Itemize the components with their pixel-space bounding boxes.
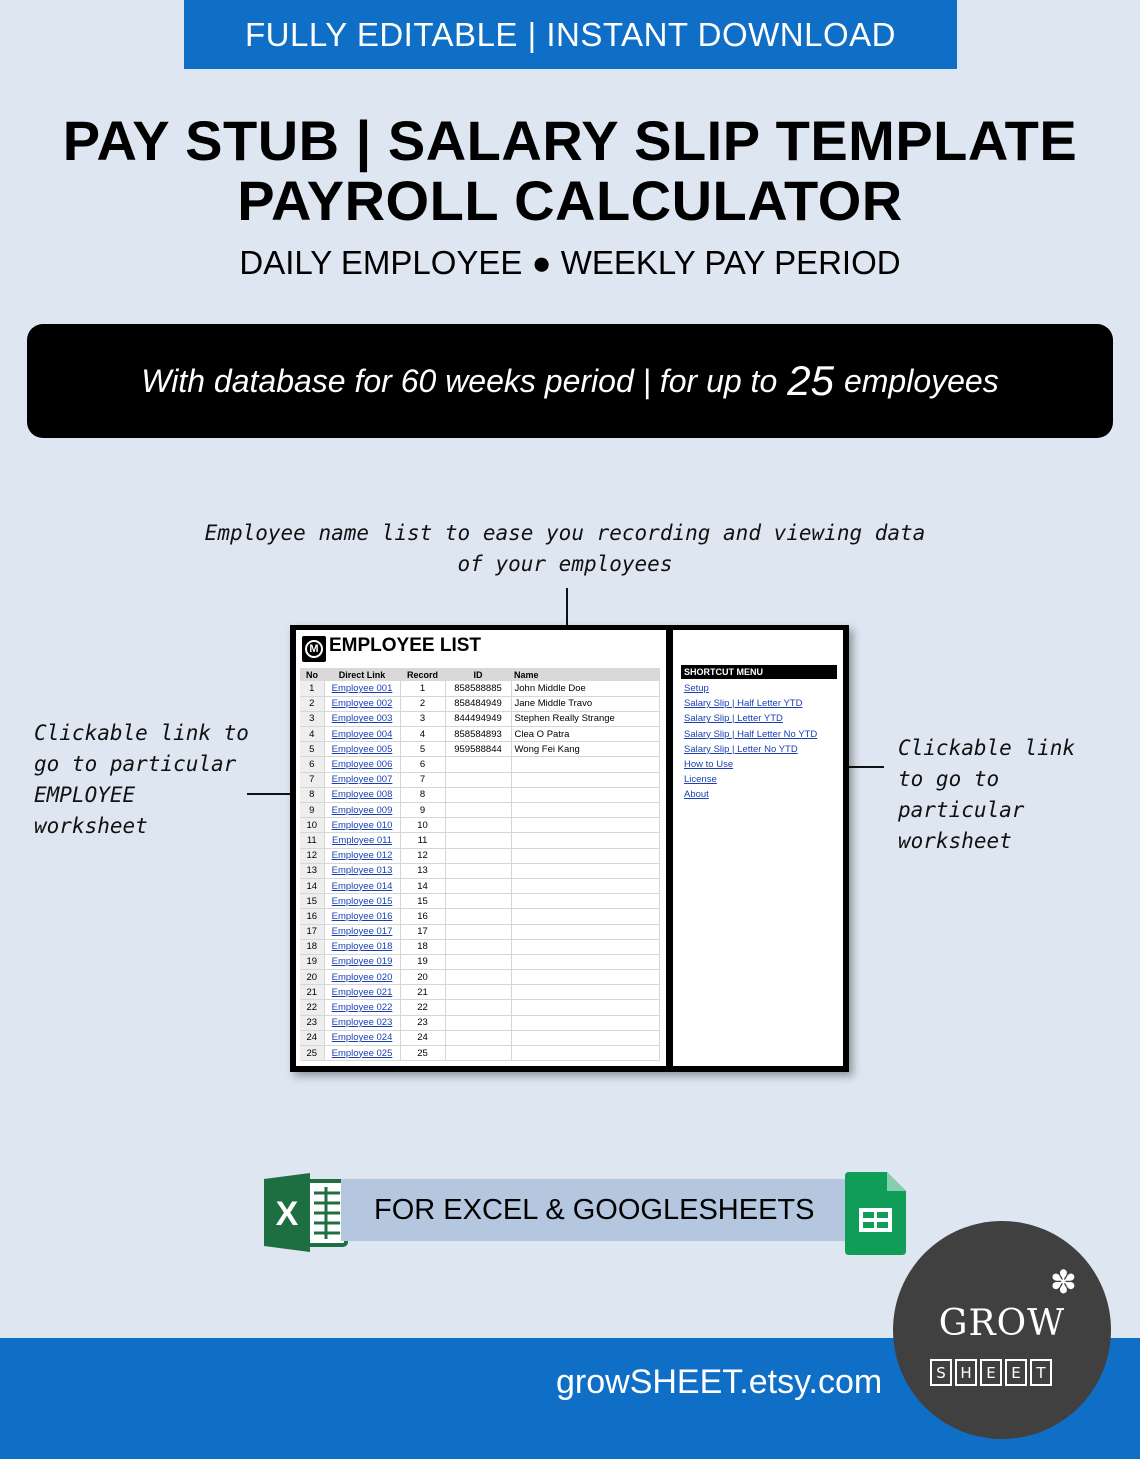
table-row bbox=[300, 970, 660, 985]
cell-no: 8 bbox=[300, 787, 324, 802]
cell-no: 17 bbox=[300, 924, 324, 939]
table-row bbox=[300, 924, 660, 939]
annotation-left-line: worksheet bbox=[34, 814, 148, 838]
shortcut-menu-link[interactable]: How to Use bbox=[684, 758, 734, 770]
logo-sheet-letter: E bbox=[980, 1359, 1002, 1386]
excel-icon-letter: X bbox=[275, 1195, 299, 1233]
employee-link[interactable]: Employee 014 bbox=[324, 878, 400, 893]
table-row bbox=[300, 939, 660, 954]
cell-name bbox=[511, 818, 660, 833]
employee-link[interactable]: Employee 004 bbox=[324, 727, 400, 742]
shortcut-menu-panel bbox=[673, 630, 843, 1066]
cell-record: 25 bbox=[400, 1046, 445, 1061]
database-prefix: With database for 60 weeks period | for up to bbox=[141, 362, 778, 399]
cell-record: 8 bbox=[400, 787, 445, 802]
cell-no: 11 bbox=[300, 833, 324, 848]
cell-id bbox=[445, 970, 511, 985]
cell-record: 7 bbox=[400, 772, 445, 787]
cell-record: 11 bbox=[400, 833, 445, 848]
shortcut-menu-link[interactable]: Salary Slip | Half Letter No YTD bbox=[684, 728, 818, 740]
logo-grow-text: GROW bbox=[938, 1303, 1066, 1344]
cell-name: Wong Fei Kang bbox=[511, 742, 660, 757]
annotation-left-line: EMPLOYEE bbox=[34, 783, 136, 807]
sheet-logo-letter: M bbox=[305, 640, 323, 658]
employee-link[interactable]: Employee 011 bbox=[324, 833, 400, 848]
annotation-left bbox=[34, 718, 274, 842]
cell-no: 14 bbox=[300, 878, 324, 893]
cell-no: 15 bbox=[300, 894, 324, 909]
cell-id bbox=[445, 1046, 511, 1061]
cell-name bbox=[511, 878, 660, 893]
cell-name: John Middle Doe bbox=[511, 681, 660, 696]
cell-id bbox=[445, 818, 511, 833]
shortcut-menu-link[interactable]: About bbox=[684, 789, 709, 801]
employee-link[interactable]: Employee 005 bbox=[324, 742, 400, 757]
employee-link[interactable]: Employee 008 bbox=[324, 787, 400, 802]
cell-no: 20 bbox=[300, 970, 324, 985]
cell-no: 22 bbox=[300, 1000, 324, 1015]
cell-record: 13 bbox=[400, 863, 445, 878]
excel-icon bbox=[264, 1173, 348, 1252]
column-header-link: Direct Link bbox=[324, 668, 400, 681]
cell-record: 20 bbox=[400, 970, 445, 985]
cell-id bbox=[445, 1030, 511, 1045]
cell-name bbox=[511, 757, 660, 772]
cell-id bbox=[445, 848, 511, 863]
employee-link[interactable]: Employee 024 bbox=[324, 1030, 400, 1045]
cell-name bbox=[511, 833, 660, 848]
cell-name: Stephen Really Strange bbox=[511, 711, 660, 726]
shortcut-menu-link[interactable]: Salary Slip | Letter YTD bbox=[684, 713, 783, 725]
cell-record: 15 bbox=[400, 894, 445, 909]
cell-id bbox=[445, 1000, 511, 1015]
cell-no: 3 bbox=[300, 711, 324, 726]
employee-link[interactable]: Employee 013 bbox=[324, 863, 400, 878]
cell-name bbox=[511, 1015, 660, 1030]
cell-id: 858588885 bbox=[445, 681, 511, 696]
annotation-top bbox=[150, 518, 980, 580]
table-row bbox=[300, 863, 660, 878]
cell-name bbox=[511, 863, 660, 878]
spreadsheet-screenshot bbox=[290, 625, 849, 1072]
cell-record: 14 bbox=[400, 878, 445, 893]
cell-id: 858584893 bbox=[445, 727, 511, 742]
table-row bbox=[300, 757, 660, 772]
cell-name bbox=[511, 985, 660, 1000]
cell-record: 22 bbox=[400, 1000, 445, 1015]
table-header-row bbox=[300, 668, 660, 681]
cell-record: 10 bbox=[400, 818, 445, 833]
annotation-right-line: to go to bbox=[898, 767, 1000, 791]
platform-pill: FOR EXCEL & GOOGLESHEETS bbox=[341, 1179, 851, 1241]
table-row bbox=[300, 772, 660, 787]
database-suffix: employees bbox=[843, 362, 999, 399]
database-number: 25 bbox=[787, 357, 834, 404]
cell-no: 2 bbox=[300, 696, 324, 711]
cell-record: 3 bbox=[400, 711, 445, 726]
cell-record: 21 bbox=[400, 985, 445, 1000]
cell-id bbox=[445, 803, 511, 818]
annotation-left-line: Clickable link to bbox=[34, 721, 249, 745]
cell-no: 25 bbox=[300, 1046, 324, 1061]
column-header-name: Name bbox=[511, 668, 660, 681]
annotation-right-line: worksheet bbox=[898, 829, 1012, 853]
employee-link[interactable]: Employee 016 bbox=[324, 909, 400, 924]
cell-no: 6 bbox=[300, 757, 324, 772]
cell-no: 19 bbox=[300, 954, 324, 969]
shortcut-menu-list bbox=[684, 681, 817, 803]
table-row bbox=[300, 803, 660, 818]
cell-no: 13 bbox=[300, 863, 324, 878]
cell-no: 4 bbox=[300, 727, 324, 742]
table-row bbox=[300, 985, 660, 1000]
cell-id: 844494949 bbox=[445, 711, 511, 726]
cell-record: 4 bbox=[400, 727, 445, 742]
cell-record: 1 bbox=[400, 681, 445, 696]
top-banner: FULLY EDITABLE | INSTANT DOWNLOAD bbox=[184, 0, 957, 69]
employee-link[interactable]: Employee 018 bbox=[324, 939, 400, 954]
cell-record: 23 bbox=[400, 1015, 445, 1030]
employee-link[interactable]: Employee 025 bbox=[324, 1046, 400, 1061]
employee-link[interactable]: Employee 021 bbox=[324, 985, 400, 1000]
cell-id bbox=[445, 863, 511, 878]
employee-list-panel bbox=[296, 630, 666, 1066]
table-row bbox=[300, 711, 660, 726]
page-title-line2: PAYROLL CALCULATOR bbox=[237, 169, 903, 232]
cell-name: Clea O Patra bbox=[511, 727, 660, 742]
logo-sheet-letter: E bbox=[1005, 1359, 1027, 1386]
cell-record: 2 bbox=[400, 696, 445, 711]
column-header-no: No bbox=[300, 668, 324, 681]
cell-name bbox=[511, 970, 660, 985]
cell-no: 23 bbox=[300, 1015, 324, 1030]
table-row bbox=[300, 1000, 660, 1015]
table-row bbox=[300, 1046, 660, 1061]
cell-id bbox=[445, 757, 511, 772]
cell-record: 12 bbox=[400, 848, 445, 863]
employee-link[interactable]: Employee 009 bbox=[324, 803, 400, 818]
cell-id bbox=[445, 1015, 511, 1030]
table-row bbox=[300, 1015, 660, 1030]
logo-sheet-letter: H bbox=[955, 1359, 977, 1386]
employee-link[interactable]: Employee 001 bbox=[324, 681, 400, 696]
cell-id bbox=[445, 787, 511, 802]
column-header-record: Record bbox=[400, 668, 445, 681]
cell-no: 9 bbox=[300, 803, 324, 818]
cell-record: 19 bbox=[400, 954, 445, 969]
shortcut-menu-link[interactable]: License bbox=[684, 774, 717, 786]
cell-id bbox=[445, 939, 511, 954]
employee-link[interactable]: Employee 019 bbox=[324, 954, 400, 969]
employee-link[interactable]: Employee 022 bbox=[324, 1000, 400, 1015]
employee-table bbox=[300, 668, 660, 1061]
cell-name bbox=[511, 787, 660, 802]
employee-link[interactable]: Employee 023 bbox=[324, 1015, 400, 1030]
table-row bbox=[300, 954, 660, 969]
page-title-line1: PAY STUB | SALARY SLIP TEMPLATE bbox=[62, 109, 1078, 172]
cell-name bbox=[511, 772, 660, 787]
cell-record: 5 bbox=[400, 742, 445, 757]
cell-no: 16 bbox=[300, 909, 324, 924]
cell-name bbox=[511, 924, 660, 939]
table-row bbox=[300, 696, 660, 711]
flower-icon: ✽ bbox=[1050, 1264, 1077, 1300]
table-row bbox=[300, 727, 660, 742]
cell-name bbox=[511, 939, 660, 954]
cell-id: 959588844 bbox=[445, 742, 511, 757]
table-row bbox=[300, 681, 660, 696]
cell-name bbox=[511, 1000, 660, 1015]
cell-id: 858484949 bbox=[445, 696, 511, 711]
cell-name bbox=[511, 803, 660, 818]
page-subtitle: DAILY EMPLOYEE ● WEEKLY PAY PERIOD bbox=[239, 244, 901, 281]
annotation-right-line: particular bbox=[898, 798, 1025, 822]
cell-no: 12 bbox=[300, 848, 324, 863]
cell-no: 5 bbox=[300, 742, 324, 757]
employee-link[interactable]: Employee 015 bbox=[324, 894, 400, 909]
cell-no: 1 bbox=[300, 681, 324, 696]
database-banner bbox=[27, 324, 1113, 438]
logo-sheet-letter: S bbox=[930, 1359, 952, 1386]
cell-record: 6 bbox=[400, 757, 445, 772]
cell-name bbox=[511, 1046, 660, 1061]
cell-name bbox=[511, 894, 660, 909]
logo-sheet-letter: T bbox=[1030, 1359, 1052, 1386]
annotation-right bbox=[898, 733, 1138, 857]
cell-no: 10 bbox=[300, 818, 324, 833]
cell-id bbox=[445, 772, 511, 787]
cell-name bbox=[511, 1030, 660, 1045]
cell-record: 17 bbox=[400, 924, 445, 939]
table-row bbox=[300, 878, 660, 893]
employee-link[interactable]: Employee 002 bbox=[324, 696, 400, 711]
employee-link[interactable]: Employee 003 bbox=[324, 711, 400, 726]
cell-id bbox=[445, 833, 511, 848]
shortcut-menu-link[interactable]: Salary Slip | Half Letter YTD bbox=[684, 698, 803, 710]
table-row bbox=[300, 1030, 660, 1045]
cell-record: 24 bbox=[400, 1030, 445, 1045]
cell-name bbox=[511, 848, 660, 863]
annotation-top-line1: Employee name list to ease you recording and viewing data bbox=[204, 521, 926, 545]
cell-id bbox=[445, 954, 511, 969]
employee-link[interactable]: Employee 012 bbox=[324, 848, 400, 863]
shortcut-menu-link[interactable]: Setup bbox=[684, 683, 709, 694]
cell-id bbox=[445, 894, 511, 909]
google-sheets-icon bbox=[845, 1172, 906, 1255]
employee-link[interactable]: Employee 007 bbox=[324, 772, 400, 787]
table-row bbox=[300, 848, 660, 863]
shop-url[interactable]: growSHEET.etsy.com bbox=[556, 1363, 883, 1401]
sheet-logo bbox=[302, 636, 326, 662]
table-row bbox=[300, 787, 660, 802]
annotation-right-line: Clickable link bbox=[898, 736, 1076, 760]
cell-no: 18 bbox=[300, 939, 324, 954]
cell-name bbox=[511, 909, 660, 924]
employee-list-title: EMPLOYEE LIST bbox=[329, 635, 482, 656]
annotation-top-line2: of your employees bbox=[457, 552, 673, 576]
cell-no: 21 bbox=[300, 985, 324, 1000]
table-row bbox=[300, 894, 660, 909]
employee-link[interactable]: Employee 020 bbox=[324, 970, 400, 985]
shortcut-menu-title: SHORTCUT MENU bbox=[681, 665, 837, 679]
cell-record: 18 bbox=[400, 939, 445, 954]
table-row bbox=[300, 909, 660, 924]
cell-record: 9 bbox=[400, 803, 445, 818]
table-row bbox=[300, 818, 660, 833]
logo-sheet-letters bbox=[930, 1359, 1052, 1386]
cell-name: Jane Middle Travo bbox=[511, 696, 660, 711]
cell-id bbox=[445, 924, 511, 939]
annotation-left-line: go to particular bbox=[34, 752, 237, 776]
cell-no: 24 bbox=[300, 1030, 324, 1045]
table-row bbox=[300, 833, 660, 848]
cell-id bbox=[445, 909, 511, 924]
cell-id bbox=[445, 985, 511, 1000]
employee-link[interactable]: Employee 010 bbox=[324, 818, 400, 833]
shortcut-menu-link[interactable]: Salary Slip | Letter No YTD bbox=[684, 743, 798, 755]
column-header-id: ID bbox=[445, 668, 511, 681]
cell-record: 16 bbox=[400, 909, 445, 924]
employee-link[interactable]: Employee 006 bbox=[324, 757, 400, 772]
cell-id bbox=[445, 878, 511, 893]
table-row bbox=[300, 742, 660, 757]
employee-link[interactable]: Employee 017 bbox=[324, 924, 400, 939]
cell-no: 7 bbox=[300, 772, 324, 787]
cell-name bbox=[511, 954, 660, 969]
